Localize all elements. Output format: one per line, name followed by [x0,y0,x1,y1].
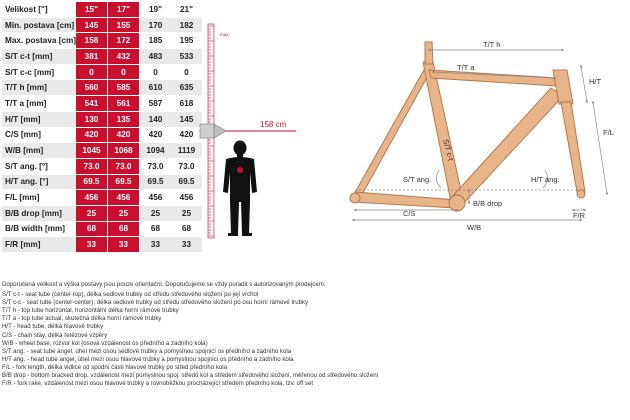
table-cell: 456 [107,190,139,206]
table-cell: 587 [139,96,171,112]
notes [2,281,627,388]
table-cell: 1094 [139,143,171,159]
row-label: S/T c-c [mm] [2,64,76,80]
row-label: T/T h [mm] [2,80,76,96]
row-label: H/T ang. [°] [2,174,76,190]
table-cell: 155 [107,17,139,33]
table-cell: 585 [107,80,139,96]
table-row [2,237,202,253]
st-ang-label: S/T ang. [403,175,432,184]
table-cell: 73.0 [107,158,139,174]
table-row [2,190,202,206]
table-cell: 0 [171,64,202,80]
table-cell: 33 [76,237,108,253]
bottom-bracket [449,195,465,211]
height-chart [196,22,306,242]
size-header-label: Velikost ["] [2,2,76,17]
person-silhouette [223,141,257,237]
seat-post [425,42,433,64]
table-cell: 69.5 [139,174,171,190]
tt-h-label: T/T h [483,40,501,49]
note-line: F/R - fork rake, vzdálenost mezi osou hlavové trubky a rovnoběžkou procházející středem předního kola, tzv. off set [2,380,314,388]
table-row [2,221,202,237]
row-label: B/B width [mm] [2,221,76,237]
row-label: S/T ang. [°] [2,158,76,174]
table-cell: 420 [139,127,171,143]
table-cell: 25 [171,205,202,221]
table-row [2,49,202,65]
scale-top-label: max [220,32,229,37]
table-cell: 73.0 [171,158,202,174]
table-cell: 185 [139,33,171,49]
geometry-table [2,2,202,253]
table-cell: 1068 [107,143,139,159]
note-line: S/T c-c - seat tube (center-center), délka sedlové trubky od středu středového složení po osu horní rámové trubky [2,299,309,307]
note-line: S/T ang. - seat tube angel, úhel mezi osou sedlové trubky a pomyslnou spojnicí os předního a zadního kola [2,347,292,355]
table-cell: 0 [76,64,108,80]
wb-label: W/B [467,223,482,232]
table-cell: 533 [171,49,202,65]
row-label: Min. postava [cm] [2,17,76,33]
table-cell: 145 [171,111,202,127]
chain-stay [353,192,457,208]
table-cell: 610 [139,80,171,96]
table-row [2,127,202,143]
ht-ang-label: H/T ang. [531,175,560,184]
table-row [2,143,202,159]
bb-drop-label: B/B drop [473,199,503,208]
st-ct-label: S/T c-t [441,138,456,162]
size-header-cell: 15" [76,2,108,17]
row-label: Max. postava [cm] [2,33,76,49]
note-line: T/T a - top tube actual, skutečná délka horní rámové trubky [2,315,162,323]
row-label: C/S [mm] [2,127,76,143]
table-cell: 560 [76,80,108,96]
row-label: B/B drop [mm] [2,205,76,221]
table-cell: 1045 [76,143,108,159]
table-cell: 635 [171,80,202,96]
row-label: F/L [mm] [2,190,76,206]
table-row [2,96,202,112]
table-header-row [2,2,202,17]
table-cell: 69.5 [107,174,139,190]
table-cell: 33 [171,237,202,253]
row-label: T/T a [mm] [2,96,76,112]
table-cell: 73.0 [76,158,108,174]
note-line: S/T c-t - seat tube (center-top), délka sedlové trubky od středu středového složení po její vrchol [2,291,259,299]
table-row [2,174,202,190]
row-label: H/T [mm] [2,111,76,127]
table-row [2,158,202,174]
size-header-cell: 21" [171,2,202,17]
note-line: H/T - head tube, délka hlavové trubky [2,323,104,331]
table-cell: 456 [139,190,171,206]
note-line: C/S - chain stay, délka řetězové vzpěry [2,331,108,339]
note-line: W/B - wheel base, rozvor kol (osová vzdálenost os předního a zadního kola) [2,339,208,347]
table-cell: 0 [107,64,139,80]
note-line: T/T h - top tube horizontal, horizontální délka horní rámové trubky [2,307,179,315]
row-label: W/B [mm] [2,143,76,159]
table-row [2,80,202,96]
table-cell: 0 [139,64,171,80]
table-row [2,64,202,80]
table-cell: 456 [171,190,202,206]
table-cell: 145 [76,17,108,33]
notes-list [2,291,627,388]
table-cell: 420 [76,127,108,143]
table-row [2,17,202,33]
table-cell: 73.0 [139,158,171,174]
row-label: S/T c-t [mm] [2,49,76,65]
table-cell: 456 [76,190,108,206]
table-cell: 130 [76,111,108,127]
table-cell: 135 [107,111,139,127]
fl-label: F/L [603,128,614,137]
table-cell: 25 [139,205,171,221]
table-cell: 172 [107,33,139,49]
table-row [2,33,202,49]
table-row [2,205,202,221]
note-line: B/B drop - bottom bracked drop, vzdálenost mezi pomyslnou spoj. středů kol a středem středového složení, měřenou od středového složení [2,372,379,380]
row-label: F/R [mm] [2,237,76,253]
table-row [2,111,202,127]
table-cell: 561 [107,96,139,112]
height-marker-label: 158 cm [260,120,287,129]
table-cell: 33 [139,237,171,253]
down-tube [451,88,563,204]
ht-label: H/T [589,77,602,86]
table-cell: 541 [76,96,108,112]
notes-intro: Doporučená velikost a výška postavy jsou pouze orientační. Doporučujeme se vždy poradit s autorizovaným prodejcem. [2,281,326,288]
table-cell: 25 [76,205,108,221]
table-cell: 69.5 [76,174,108,190]
table-cell: 170 [139,17,171,33]
note-line: F/L - fork length, délka vidlice od spodní části hlavové trubky po střed předního kola [2,363,228,371]
table-cell: 618 [171,96,202,112]
table-cell: 25 [107,205,139,221]
note-line: H/T ang. - head tube angel, úhel mezi osou hlavové trubky a pomyslnou spojnicí os předního a zadního kola [2,355,294,363]
table-cell: 69.5 [171,174,202,190]
fork-blade [561,102,585,192]
table-cell: 420 [171,127,202,143]
table-cell: 420 [107,127,139,143]
frame-diagram [345,40,625,240]
table-cell: 68 [107,221,139,237]
table-cell: 182 [171,17,202,33]
tt-a-label: T/T a [457,63,475,72]
fr-label: F/R [573,211,586,220]
table-cell: 68 [171,221,202,237]
table-cell: 1119 [171,143,202,159]
height-marker [200,120,296,138]
size-header-cell: 19" [139,2,171,17]
table-cell: 195 [171,33,202,49]
table-cell: 158 [76,33,108,49]
size-header-cell: 17" [107,2,139,17]
table-cell: 68 [76,221,108,237]
table-cell: 33 [107,237,139,253]
cs-label: C/S [403,209,416,218]
table-cell: 140 [139,111,171,127]
table-cell: 483 [139,49,171,65]
table-cell: 68 [139,221,171,237]
table-cell: 381 [76,49,108,65]
table-cell: 432 [107,49,139,65]
